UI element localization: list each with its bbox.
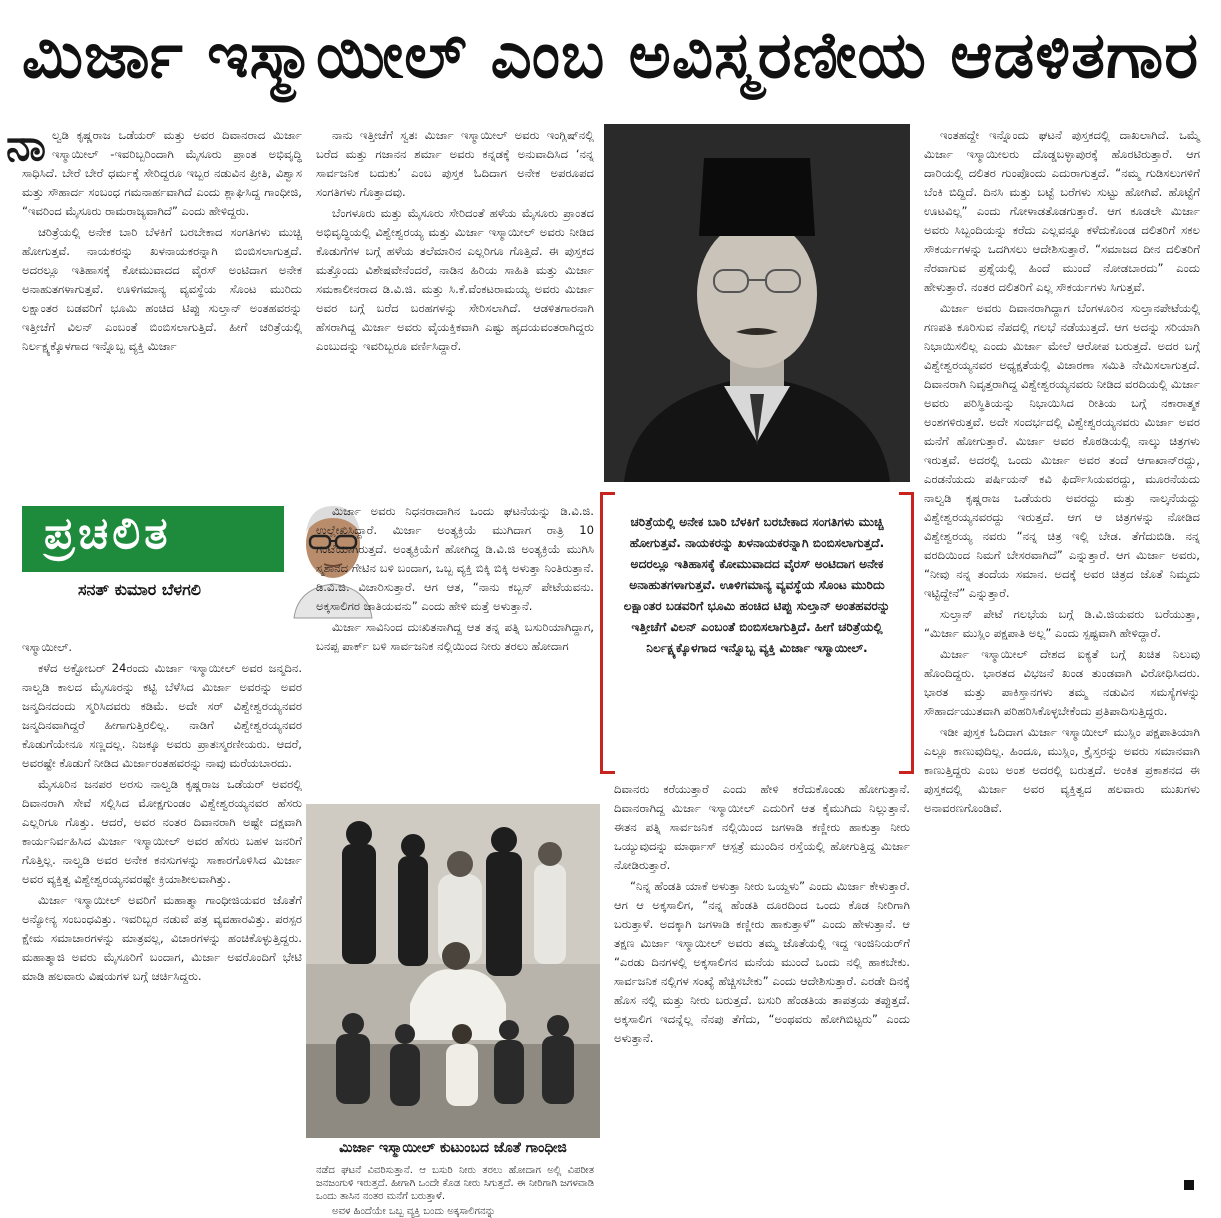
dropcap: ನಾ (6, 120, 46, 171)
column-2-top (316, 126, 594, 358)
column-2-tail (316, 1164, 594, 1217)
column-label: ಪ್ರಚಲಿತ (44, 508, 172, 559)
paragraph: ಚರಿತ್ರೆಯಲ್ಲಿ ಅನೇಕ ಬಾರಿ ಬೆಳಕಿಗೆ ಬರಬೇಕಾದ ಸಂಗತಿಗಳು ಮುಚ್ಚಿ ಹೋಗುತ್ತವೆ. ನಾಯಕರನ್ನು ಖಳನಾಯಕರನ್ನಾಗಿ ಬಿಂಬಿಸಲಾಗುತ್ತದೆ. ಅದರಲ್ಲೂ ಇತಿಹಾಸಕ್ಕೆ ಕೋಮುವಾದದ ವೈರಸ್ ಅಂಟಿದಾಗ ಅನೇಕ ಅನಾಹುತಗಳಾಗುತ್ತವೆ. ಊಳಿಗಮಾನ್ಯ ವ್ಯವಸ್ಥೆಯ ಸೊಂಟ ಮುರಿದು ಲಕ್ಷಾಂತರ ಬಡವರಿಗೆ ಭೂಮಿ ಹಂಚಿದ ಟಿಪ್ಪು ಸುಲ್ತಾನ್ ಅಂತಹವರನ್ನು ಇತ್ತೀಚೆಗೆ ವಿಲನ್ ಎಂಬಂತೆ ಬಿಂಬಿಸಲಾಗುತ್ತಿದೆ. ಹೀಗೆ ಚರಿತ್ರೆಯಲ್ಲಿ ನಿರ್ಲಕ್ಷ್ಯಕ್ಕೊಳಗಾದ ಇನ್ನೊಬ್ಬ ವ್ಯಕ್ತಿ ಮಿರ್ಜಾ (22, 225, 302, 353)
paragraph: ನಾನು ಇತ್ತೀಚೆಗೆ ಸ್ವತಃ ಮಿರ್ಜಾ ಇಸ್ಮಾಯೀಲ್ ಅವರು ಇಂಗ್ಲಿಷ್‌ನಲ್ಲಿ ಬರೆದ ಮತ್ತು ಗಜಾನನ ಶರ್ಮಾ ಅವರು ಕನ್ನಡಕ್ಕೆ ಅನುವಾದಿಸಿದ ‘ನನ್ನ ಸಾರ್ವಜನಿಕ ಬದುಕು’ ಎಂಬ ಪುಸ್ತಕ ಓದಿದಾಗ ಅನೇಕ ಅಪರೂಪದ ಸಂಗತಿಗಳು ಗೊತ್ತಾದವು. (316, 128, 594, 199)
paragraph: ಮಿರ್ಜಾ ಅವರು ನಿಧನರಾದಾಗಿನ ಒಂದು ಘಟನೆಯನ್ನು ಡಿ.ವಿ.ಜಿ. ಉಲ್ಲೇಖಿಸಿದ್ದಾರೆ. ಮಿರ್ಜಾ ಅಂತ್ಯಕ್ರಿಯೆ ಮುಗಿದಾಗ ರಾತ್ರಿ 10 ಗಂಟೆಯಾಗಿರುತ್ತದೆ. ಅಂತ್ಯಕ್ರಿಯೆಗೆ ಹೋಗಿದ್ದ ಡಿ.ವಿ.ಜಿ ಅಂತ್ಯಕ್ರಿಯೆ ಮುಗಿಸಿ ಸ್ಮಶಾನದ ಗೇಟಿನ ಬಳಿ ಬಂದಾಗ, ಒಬ್ಬ ವ್ಯಕ್ತಿ ಬಿಕ್ಕಿ ಬಿಕ್ಕಿ ಅಳುತ್ತಾ ನಿಂತಿರುತ್ತಾನೆ. ಡಿ.ವಿ.ಜಿ. ವಿಚಾರಿಸುತ್ತಾರೆ. ಆಗ ಆತ, “ನಾನು ಕಬ್ಬನ್ ಪೇಟೆಯವನು. ಅಕ್ಕಸಾಲಿಗರ ಜಾತಿಯವನು” ಎಂದು ಹೇಳಿ ಮತ್ತೆ ಅಳುತ್ತಾನೆ. (316, 504, 594, 613)
paragraph: ದಿವಾನರು ಕರೆಯುತ್ತಾರೆ ಎಂದು ಹೇಳಿ ಕರೆದುಕೊಂಡು ಹೋಗುತ್ತಾನೆ. ದಿವಾನರಾಗಿದ್ದ ಮಿರ್ಜಾ ಇಸ್ಮಾಯೀಲ್ ಎದುರಿಗೆ ಆತ ಕೈಮುಗಿದು ನಿಲ್ಲುತ್ತಾನೆ. ಈತನ ಪತ್ನಿ ಸಾರ್ವಜನಿಕ ನಲ್ಲಿಯಿಂದ ಜಗಳಾಡಿ ಕಣ್ಣೀರು ಹಾಕುತ್ತಾ ನೀರು ಒಯ್ಯುವುದನ್ನು ಮಾರ್ಥಾಸ್ ಆಸ್ಪತ್ರೆ ಮುಂದಿನ ರಸ್ತೆಯಲ್ಲಿ ಹೋಗುತ್ತಿದ್ದ ಮಿರ್ಜಾ ನೋಡಿರುತ್ತಾರೆ. (614, 782, 910, 872)
paragraph: ಮಿರ್ಜಾ ಇಸ್ಮಾಯೀಲ್ ಅವರಿಗೆ ಮಹಾತ್ಮಾ ಗಾಂಧೀಜಿಯವರ ಜೊತೆಗೆ ಅನ್ಯೋನ್ಯ ಸಂಬಂಧವಿತ್ತು. ಇವರಿಬ್ಬರ ನಡುವೆ ಪತ್ರ ವ್ಯವಹಾರವಿತ್ತು. ಪರಸ್ಪರ ಕ್ಷೇಮ ಸಮಾಚಾರಗಳನ್ನು ಮಾತ್ರವಲ್ಲ, ವಿಚಾರಗಳನ್ನು ಹಂಚಿಕೊಳ್ಳುತ್ತಿದ್ದರು. ಮಹಾತ್ಮಾಜಿ ಅವರು ಮೈಸೂರಿಗೆ ಬಂದಾಗ, ಮಿರ್ಜಾ ಅವರೊಂದಿಗೆ ಭೇಟಿ ಮಾಡಿ ಹಲವಾರು ವಿಷಯಗಳ ಬಗ್ಗೆ ಚರ್ಚಿಸಿದ್ದರು. (22, 893, 302, 983)
paragraph: ಮಿರ್ಜಾ ಅವರು ದಿವಾನರಾಗಿದ್ದಾಗ ಬೆಂಗಳೂರಿನ ಸುಲ್ತಾನಪೇಟೆಯಲ್ಲಿ ಗಣಪತಿ ಕೂರಿಸುವ ನೆಪದಲ್ಲಿ ಗಲಭೆ ನಡೆಯುತ್ತದೆ. ಆಗ ಅದನ್ನು ಸರಿಯಾಗಿ ನಿಭಾಯಿಸಲಿಲ್ಲ ಎಂದು ಮಿರ್ಜಾ ಮೇಲೆ ಆರೋಪ ಬರುತ್ತದೆ. ಅದರ ಬಗ್ಗೆ ವಿಶ್ವೇಶ್ವರಯ್ಯನವರ ಅಧ್ಯಕ್ಷತೆಯಲ್ಲಿ ವಿಚಾರಣಾ ಸಮಿತಿ ನೇಮಿಸಲಾಗುತ್ತದೆ. ದಿವಾನರಾಗಿ ನಿವೃತ್ತರಾಗಿದ್ದ ವಿಶ್ವೇಶ್ವರಯ್ಯನವರು ನೀಡಿದ ವರದಿಯಲ್ಲಿ ಮಿರ್ಜಾ ಅವರು ಪರಿಸ್ಥಿತಿಯನ್ನು ನಿಭಾಯಿಸಿದ ರೀತಿಯ ಬಗ್ಗೆ ನಕಾರಾತ್ಮಕ ಅಂಶಗಳಿರುತ್ತವೆ. ಅದೇ ಸಂದರ್ಭದಲ್ಲಿ ವಿಶ್ವೇಶ್ವರಯ್ಯನವರು ಮಿರ್ಜಾ ಅವರ ಮನೆಗೆ ಹೋಗುತ್ತಾರೆ. ಮಿರ್ಜಾ ಅವರ ಕೊಠಡಿಯಲ್ಲಿ ನಾಲ್ಕು ಚಿತ್ರಗಳು ಇರುತ್ತವೆ. ಅದರಲ್ಲಿ ಒಂದು ಮಿರ್ಜಾ ಅವರ ತಂದೆ ಆಗಾಖಾನ್‌ರದ್ದು, ಎರಡನೆಯದು ಪರ್ಷಿಯನ್ ಕವಿ ಫಿರ್ದೌಸಿಯವರದ್ದು, ಮೂರನೆಯದು ನಾಲ್ವಡಿ ಕೃಷ್ಣರಾಜ ಒಡೆಯರು ಅವರದ್ದು ಮತ್ತು ನಾಲ್ಕನೆಯದ್ದು ವಿಶ್ವೇಶ್ವರಯ್ಯನವರದ್ದು ಇರುತ್ತದೆ. ಆಗ ಆ ಚಿತ್ರಗಳನ್ನು ನೋಡಿದ ವಿಶ್ವೇಶ್ವರಯ್ಯ ನವರು “ನನ್ನ ಚಿತ್ರ ಇಲ್ಲಿ ಬೇಡ. ತೆಗೆದುಬಿಡಿ. ನನ್ನ ವರದಿಯಿಂದ ನಿಮಗೆ ಬೇಸರವಾಗಿದೆ” ಎನ್ನುತ್ತಾರೆ. ಆಗ ಮಿರ್ಜಾ ಅವರು, “ನೀವು ನನ್ನ ತಂದೆಯ ಸಮಾನ. ಅದಕ್ಕೆ ಅವರ ಚಿತ್ರದ ಜೊತೆ ನಿಮ್ಮದು ಇಟ್ಟಿದ್ದೇನೆ” ಎನ್ನುತ್ತಾರೆ. (924, 301, 1200, 600)
pull-quote-text: ಚರಿತ್ರೆಯಲ್ಲಿ ಅನೇಕ ಬಾರಿ ಬೆಳಕಿಗೆ ಬರಬೇಕಾದ ಸಂಗತಿಗಳು ಮುಚ್ಚಿ ಹೋಗುತ್ತವೆ. ನಾಯಕರನ್ನು ಖಳನಾಯಕರನ್ನಾಗಿ ಬಿಂಬಿಸಲಾಗುತ್ತದೆ. ಅದರಲ್ಲೂ ಇತಿಹಾಸಕ್ಕೆ ಕೋಮುವಾದದ ವೈರಸ್ ಅಂಟಿದಾಗ ಅನೇಕ ಅನಾಹುತಗಳಾಗುತ್ತವೆ. ಊಳಿಗಮಾನ್ಯ ವ್ಯವಸ್ಥೆಯ ಸೊಂಟ ಮುರಿದು ಲಕ್ಷಾಂತರ ಬಡವರಿಗೆ ಭೂಮಿ ಹಂಚಿದ ಟಿಪ್ಪು ಸುಲ್ತಾನ್ ಅಂತಹವರನ್ನು ಇತ್ತೀಚೆಗೆ ವಿಲನ್ ಎಂಬಂತೆ ಬಿಂಬಿಸಲಾಗುತ್ತಿದೆ. ಹೀಗೆ ಚರಿತ್ರೆಯಲ್ಲಿ ನಿರ್ಲಕ್ಷ್ಯಕ್ಕೊಳಗಾದ ಇನ್ನೊಬ್ಬ ವ್ಯಕ್ತಿ ಮಿರ್ಜಾ ಇಸ್ಮಾಯೀಲ್. (623, 515, 891, 655)
family-photo (306, 804, 600, 1138)
column-1-top (6, 120, 302, 358)
paragraph: ಕಳೆದ ಅಕ್ಟೋಬರ್ 24ರಂದು ಮಿರ್ಜಾ ಇಸ್ಮಾಯೀಲ್ ಅವರ ಜನ್ಮದಿನ. ನಾಲ್ವಡಿ ಕಾಲದ ಮೈಸೂರನ್ನು ಕಟ್ಟಿ ಬೆಳೆಸಿದ ಮಿರ್ಜಾ ಅವರನ್ನು ಅವರ ಜನ್ಮದಿನದಂದು ಸ್ಮರಿಸಿದವರು ಕಡಿಮೆ. ಅದೇ ಸರ್ ವಿಶ್ವೇಶ್ವರಯ್ಯನವರ ಜನ್ಮದಿನವಾಗಿದ್ದರೆ ಹೀಗಾಗುತ್ತಿರಲಿಲ್ಲ. ನಾಡಿಗೆ ವಿಶ್ವೇಶ್ವರಯ್ಯನವರ ಕೊಡುಗೆಯೇನೂ ಸಣ್ಣದಲ್ಲ. ನಿಜಕ್ಕೂ ಅವರು ಪ್ರಾತಃಸ್ಮರಣೀಯರು. ಆದರೆ, ಅವರಷ್ಟೇ ಕೊಡುಗೆ ನೀಡಿದ ಮಿರ್ಜಾರಂತಹವರನ್ನು ನಾವು ಮರೆಯಬಾರದು. (22, 661, 302, 770)
column-2-middle (316, 502, 594, 658)
pull-quote-left-bracket (600, 492, 615, 774)
paragraph: ಇಂತಹದ್ದೇ ಇನ್ನೊಂದು ಘಟನೆ ಪುಸ್ತಕದಲ್ಲಿ ದಾಖಲಾಗಿದೆ. ಒಮ್ಮೆ ಮಿರ್ಜಾ ಇಸ್ಮಾಯೀಲರು ದೊಡ್ಡಬಳ್ಳಾಪುರಕ್ಕೆ ಹೊರಟಿರುತ್ತಾರೆ. ಆಗ ದಾರಿಯಲ್ಲಿ ದಲಿತರ ಗುಂಪೊಂದು ಎದುರಾಗುತ್ತದೆ. “ನಮ್ಮ ಗುಡಿಸಲುಗಳಿಗೆ ಬೆಂಕಿ ಬಿದ್ದಿದೆ. ದಿನಸಿ ಮತ್ತು ಬಟ್ಟೆ ಬರೆಗಳು ಸುಟ್ಟು ಹೋಗಿವೆ. ಹೊಟ್ಟೆಗೆ ಊಟವಿಲ್ಲ” ಎಂದು ಗೋಳಾಡತೊಡಗುತ್ತಾರೆ. ಆಗ ಕೂಡಲೇ ಮಿರ್ಜಾ ಅವರು ಸಿಬ್ಬಂದಿಯನ್ನು ಕರೆದು ಎಲ್ಲವನ್ನೂ ಕಳೆದುಕೊಂಡ ದಲಿತರಿಗೆ ಸಕಲ ಸೌಕರ್ಯಗಳನ್ನು ಒದಗಿಸಲು ಆದೇಶಿಸುತ್ತಾರೆ. “ಸಮಾಜದ ದೀನ ದಲಿತರಿಗೆ ನೆರವಾಗುವ ಪ್ರಶ್ನೆಯಲ್ಲಿ ಹಿಂದೆ ಮುಂದೆ ನೋಡಬಾರದು” ಎಂದು ಹೇಳುತ್ತಾರೆ. ನಂತರ ದಲಿತರಿಗೆ ಎಲ್ಲ ಸೌಕರ್ಯಗಳು ಸಿಗುತ್ತವೆ. (924, 128, 1200, 294)
paragraph: ಮೈಸೂರಿನ ಜನಪರ ಅರಸು ನಾಲ್ವಡಿ ಕೃಷ್ಣರಾಜ ಒಡೆಯರ್ ಅವರಲ್ಲಿ ದಿವಾನರಾಗಿ ಸೇವೆ ಸಲ್ಲಿಸಿದ ಮೋಕ್ಷಗುಂಡಂ ವಿಶ್ವೇಶ್ವರಯ್ಯನವರ ಹೆಸರು ಎಲ್ಲರಿಗೂ ಗೊತ್ತು. ಆದರೆ, ಅವರ ನಂತರ ದಿವಾನರಾಗಿ ಅಷ್ಟೇ ದಕ್ಷವಾಗಿ ಕಾರ್ಯನಿರ್ವಹಿಸಿದ ಮಿರ್ಜಾ ಇಸ್ಮಾಯೀಲ್ ಅವರ ಹೆಸರು ಬಹಳ ಜನರಿಗೆ ಗೊತ್ತಿಲ್ಲ. ನಾಲ್ವಡಿ ಅವರ ಅನೇಕ ಕನಸುಗಳನ್ನು ಸಾಕಾರಗೊಳಿಸಿದ ಮಿರ್ಜಾ ಅವರ ವ್ಯಕ್ತಿತ್ವ ವಿಶ್ವೇಶ್ವರಯ್ಯನವರಷ್ಟೇ ಕ್ರಿಯಾಶೀಲವಾಗಿತ್ತು. (22, 777, 302, 886)
photo-caption: ಮಿರ್ಜಾ ಇಸ್ಮಾಯೀಲ್ ಕುಟುಂಬದ ಜೊತೆ ಗಾಂಧೀಜಿ (339, 1140, 567, 1156)
paragraph: ಮಿರ್ಜಾ ಇಸ್ಮಾಯೀಲ್ ದೇಶದ ಐಕ್ಯತೆ ಬಗ್ಗೆ ಖಚಿತ ನಿಲುವು ಹೊಂದಿದ್ದರು. ಭಾರತದ ವಿಭಜನೆ ಖಂಡ ತುಂಡವಾಗಿ ವಿರೋಧಿಸಿದರು. ಭಾರತ ಮತ್ತು ಪಾಕಿಸ್ತಾನಗಳು ತಮ್ಮ ನಡುವಿನ ಸಮಸ್ಯೆಗಳನ್ನು ಸೌಹಾರ್ದಯುತವಾಗಿ ಪರಿಹರಿಸಿಕೊಳ್ಳಬೇಕೆಂದು ಪ್ರತಿಪಾದಿಸುತ್ತಿದ್ದರು. (924, 647, 1200, 718)
paragraph: ನಾಲ್ವಡಿ ಕೃಷ್ಣರಾಜ ಒಡೆಯರ್ ಮತ್ತು ಅವರ ದಿವಾನರಾದ ಮಿರ್ಜಾ ಇಸ್ಮಾಯೀಲ್ -ಇವರಿಬ್ಬರಿಂದಾಗಿ ಮೈಸೂರು ಪ್ರಾಂತ ಅಭಿವೃದ್ಧಿ ಸಾಧಿಸಿದೆ. ಬೇರೆ ಬೇರೆ ಧರ್ಮಕ್ಕೆ ಸೇರಿದ್ದರೂ ಇಬ್ಬರ ನಡುವಿನ ಪ್ರೀತಿ, ವಿಶ್ವಾಸ ಮತ್ತು ಸೌಹಾರ್ದ ಸಂಬಂಧ ಗಮನಾರ್ಹವಾಗಿದೆ ಎಂದು ಶ್ಲಾಘಿಸಿದ್ದ ಗಾಂಧೀಜಿ, “ಇವರಿಂದ ಮೈಸೂರು ರಾಮರಾಜ್ಯವಾಗಿದೆ” ಎಂದು ಹೇಳಿದ್ದರು. (6, 120, 302, 218)
pull-quote (600, 492, 914, 768)
paragraph: ಅವಳ ಹಿಂದೆಯೇ ಒಬ್ಬ ವ್ಯಕ್ತಿ ಬಂದು ಅಕ್ಕಸಾಲಿಗನನ್ನು (332, 1206, 496, 1217)
paragraph: ಇಡೀ ಪುಸ್ತಕ ಓದಿದಾಗ ಮಿರ್ಜಾ ಇಸ್ಮಾಯೀಲ್ ಮುಸ್ಲಿಂ ಪಕ್ಷಪಾತಿಯಾಗಿ ಎಲ್ಲೂ ಕಾಣುವುದಿಲ್ಲ. ಹಿಂದೂ, ಮುಸ್ಲಿಂ, ಕ್ರೈಸ್ತರನ್ನು ಅವರು ಸಮಾನವಾಗಿ ಕಾಣುತ್ತಿದ್ದರು ಎಂಬ ಅಂಶ ಅದರಲ್ಲಿ ಬರುತ್ತದೆ. ಅಂಕಿತ ಪ್ರಕಾಶನದ ಈ ಪುಸ್ತಕದಲ್ಲಿ ಮಿರ್ಜಾ ಅವರ ವ್ಯಕ್ತಿತ್ವದ ಹಲವಾರು ಮುಖಗಳು ಅನಾವರಣಗೊಂಡಿವೆ. (924, 725, 1200, 815)
end-mark (1184, 1180, 1194, 1190)
column-3 (614, 780, 910, 1050)
headline (0, 0, 1221, 112)
paragraph: ನಡೆದ ಘಟನೆ ವಿವರಿಸುತ್ತಾನೆ. ಆ ಬಸುರಿ ನೀರು ತರಲು ಹೋದಾಗ ಅಲ್ಲಿ ವಿಪರೀತ ಜನಜಂಗುಳಿ ಇರುತ್ತದೆ. ಹೀಗಾಗಿ ಒಂದೇ ಕೊಡ ನೀರು ಸಿಗುತ್ತದೆ. ಈ ನೀರಿಗಾಗಿ ಜಗಳವಾಡಿ ಒಂದು ತಾಸಿನ ನಂತರ ಮನೆಗೆ ಬರುತ್ತಾಳೆ. (316, 1165, 594, 1202)
paragraph: ಬೆಂಗಳೂರು ಮತ್ತು ಮೈಸೂರು ಸೇರಿದಂತೆ ಹಳೆಯ ಮೈಸೂರು ಪ್ರಾಂತದ ಅಭಿವೃದ್ಧಿಯಲ್ಲಿ ವಿಶ್ವೇಶ್ವರಯ್ಯ ಮತ್ತು ಮಿರ್ಜಾ ಇಸ್ಮಾಯೀಲ್ ಅವರು ನೀಡಿದ ಕೊಡುಗೆಗಳ ಬಗ್ಗೆ ಹಳೆಯ ತಲೆಮಾರಿನ ಎಲ್ಲರಿಗೂ ಗೊತ್ತಿದೆ. ಈ ಪುಸ್ತಕದ ಮತ್ತೊಂದು ವಿಶೇಷವೇನೆಂದರೆ, ನಾಡಿನ ಹಿರಿಯ ಸಾಹಿತಿ ಮತ್ತು ಮಿರ್ಜಾ ಸಮಕಾಲೀನರಾದ ಡಿ.ವಿ.ಜಿ. ಮತ್ತು ಸಿ.ಕೆ.ವೆಂಕಟರಾಮಯ್ಯ ಅವರು ಮಿರ್ಜಾ ಅವರ ಬಗ್ಗೆ ಬರೆದ ಬರಹಗಳನ್ನು ಸೇರಿಸಲಾಗಿದೆ. ಆಡಳಿತಗಾರನಾಗಿ ಹೆಸರಾಗಿದ್ದ ಮಿರ್ಜಾ ಅವರು ವೈಯಕ್ತಿಕವಾಗಿ ಎಷ್ಟು ಹೃದಯವಂತರಾಗಿದ್ದರು ಎಂಬುದನ್ನು ಇವರಿಬ್ಬರೂ ವರ್ಣಿಸಿದ್ದಾರೆ. (316, 206, 594, 353)
headline-text: ಮಿರ್ಜಾ ಇಸ್ಮಾಯೀಲ್ ಎಂಬ ಅವಿಸ್ಮರಣೀಯ ಆಡಳಿತಗಾರ (21, 19, 1200, 93)
column-1-bottom (22, 638, 302, 988)
paragraph: ಮಿರ್ಜಾ ಸಾವಿನಿಂದ ದುಃಖಿತನಾಗಿದ್ದ ಆತ ತನ್ನ ಪತ್ನಿ ಬಸುರಿಯಾಗಿದ್ದಾಗ, ಬನಪ್ಪ ಪಾರ್ಕ್ ಬಳಿ ಸಾರ್ವಜನಿಕ ನಲ್ಲಿಯಿಂದ ನೀರು ತರಲು ಹೋದಾಗ (316, 620, 594, 653)
pull-quote-right-bracket (899, 492, 914, 774)
column-4 (924, 126, 1200, 820)
paragraph: “ನಿನ್ನ ಹೆಂಡತಿ ಯಾಕೆ ಅಳುತ್ತಾ ನೀರು ಒಯ್ದಳು” ಎಂದು ಮಿರ್ಜಾ ಕೇಳುತ್ತಾರೆ. ಆಗ ಆ ಅಕ್ಕಸಾಲಿಗ, “ನನ್ನ ಹೆಂಡತಿ ದೂರದಿಂದ ಒಂದು ಕೊಡ ನೀರಿಗಾಗಿ ಬರುತ್ತಾಳೆ. ಅದಕ್ಕಾಗಿ ಜಗಳಾಡಿ ಕಣ್ಣೀರು ಹಾಕುತ್ತಾಳೆ” ಎಂದು ಹೇಳುತ್ತಾನೆ. ಆ ತಕ್ಷಣ ಮಿರ್ಜಾ ಇಸ್ಮಾಯೀಲ್ ಅವರು ತಮ್ಮ ಜೊತೆಯಲ್ಲಿ ಇದ್ದ ಇಂಜಿನಿಯರ್‌ಗೆ “ಎರಡು ದಿನಗಳಲ್ಲಿ ಅಕ್ಕಸಾಲಿಗನ ಮನೆಯ ಮುಂದೆ ಒಂದು ನಲ್ಲಿ ಹಾಕಬೇಕು. ಸಾರ್ವಜನಿಕ ನಲ್ಲಿಗಳ ಸಂಖ್ಯೆ ಹೆಚ್ಚಿಸಬೇಕು” ಎಂದು ಆದೇಶಿಸುತ್ತಾರೆ. ಎರಡೇ ದಿನಕ್ಕೆ ಹೊಸ ನಲ್ಲಿ ಮತ್ತು ನೀರು ಬರುತ್ತದೆ. ಬಸುರಿ ಹೆಂಡತಿಯ ತಾಪತ್ರಯ ತಪ್ಪುತ್ತದೆ. ಅಕ್ಕಸಾಲಿಗ ಇದನ್ನೆಲ್ಲ ನೆನಪು ತೆಗೆದು, “ಅಂಥವರು ಹೋಗಿಬಿಟ್ಟರು” ಎಂದು ಅಳುತ್ತಾನೆ. (614, 879, 910, 1045)
author-name: ಸನತ್ ಕುಮಾರ ಬೆಳಗಲಿ (78, 580, 201, 599)
portrait-photo (604, 124, 910, 482)
paragraph: ಇಸ್ಮಾಯೀಲ್. (22, 640, 73, 654)
paragraph: ಸುಲ್ತಾನ್ ಪೇಟೆ ಗಲಭೆಯ ಬಗ್ಗೆ ಡಿ.ವಿ.ಜಿಯವರು ಬರೆಯುತ್ತಾ, “ಮಿರ್ಜಾ ಮುಸ್ಲಿಂ ಪಕ್ಷಪಾತಿ ಅಲ್ಲ” ಎಂದು ಸ್ಪಷ್ಟವಾಗಿ ಹೇಳಿದ್ದಾರೆ. (924, 607, 1200, 640)
